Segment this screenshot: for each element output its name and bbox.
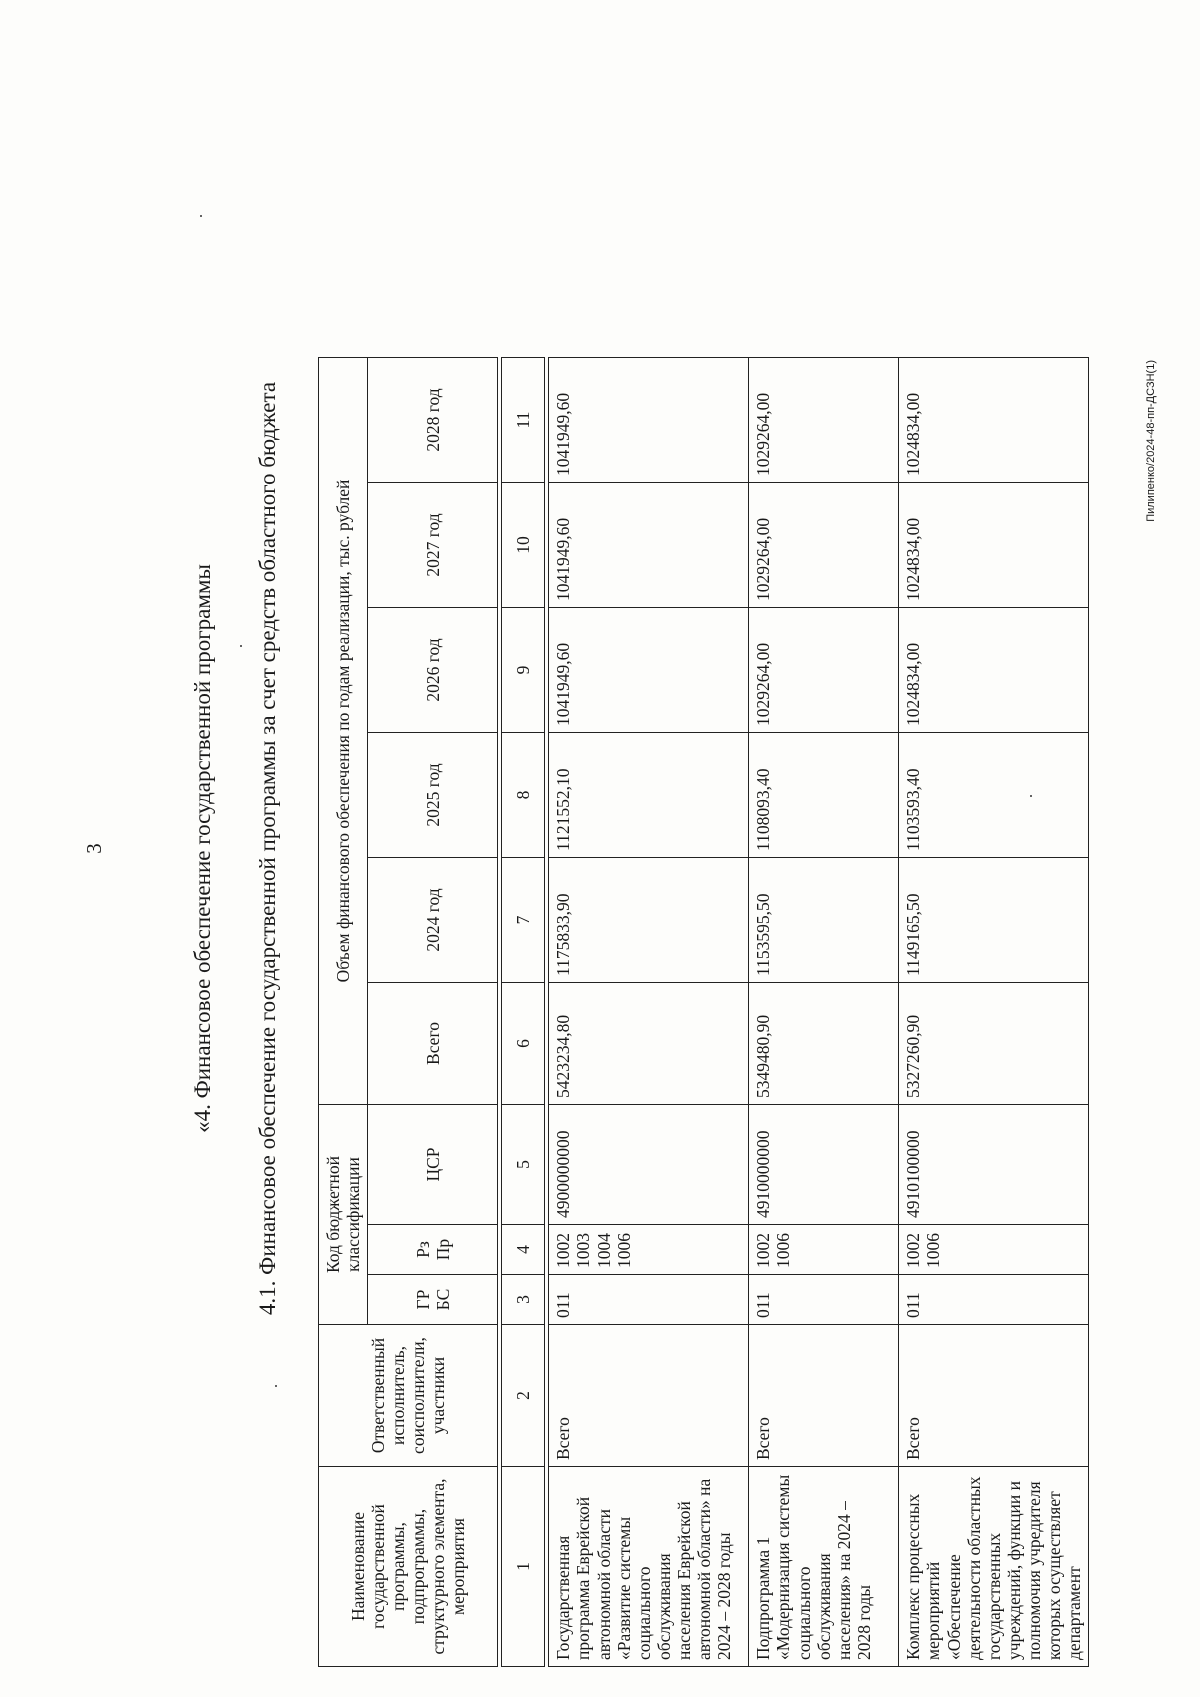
scan-speck (240, 645, 242, 647)
header-grbs: ГР БС (368, 1275, 498, 1325)
row-grbs: 011 (899, 1275, 1089, 1325)
col-number: 6 (502, 983, 545, 1105)
section-heading: «4. Финансовое обеспечение государственной программы (190, 564, 215, 1133)
header-csr: ЦСР (368, 1105, 498, 1225)
document-code: Пилипенко/2024-48-пп-ДСЗН(1) (1145, 360, 1157, 522)
row-csr: 4910100000 (899, 1105, 1089, 1225)
row-grbs: 011 (749, 1275, 899, 1325)
rzpr-code: 1006 (773, 1233, 794, 1268)
row-2028: 1029264,00 (749, 358, 899, 483)
row-2027: 1029264,00 (749, 483, 899, 608)
header-name: Наименование государственной программы, подпрограммы, структурного элемента, мероприятия (319, 1467, 498, 1667)
row-2024: 1149165,50 (899, 858, 1089, 983)
header-total: Всего (368, 983, 498, 1105)
row-csr: 4900000000 (549, 1105, 749, 1225)
row-2025: 1108093,40 (749, 733, 899, 858)
row-csr: 4910000000 (749, 1105, 899, 1225)
rzpr-code: 1002 (553, 1233, 574, 1268)
row-2026: 1024834,00 (899, 608, 1089, 733)
table-row (549, 358, 749, 1667)
col-number: 4 (502, 1225, 545, 1275)
row-2025: 1103593,40 (899, 733, 1089, 858)
row-name: Комплекс процессных мероприятий «Обеспечение деятельности областных государственных учреждений, функции и полномочия учредителя которых осуществляет департамент (899, 1467, 1089, 1667)
header-responsible: Ответственный исполнитель, соисполнители, участники (319, 1325, 498, 1467)
rzpr-code: 1002 (753, 1233, 774, 1268)
row-2027: 1024834,00 (899, 483, 1089, 608)
col-number: 7 (502, 858, 545, 983)
row-rzpr (549, 1225, 749, 1275)
col-number: 11 (502, 358, 545, 483)
row-2025: 1121552,10 (549, 733, 749, 858)
rzpr-code: 1006 (613, 1233, 634, 1268)
scan-speck (1030, 795, 1032, 797)
row-2026: 1041949,60 (549, 608, 749, 733)
row-2028: 1024834,00 (899, 358, 1089, 483)
header-2026: 2026 год (368, 608, 498, 733)
row-2024: 1175833,90 (549, 858, 749, 983)
row-total: 5423234,80 (549, 983, 749, 1105)
row-rzpr (899, 1225, 1089, 1275)
col-number: 10 (502, 483, 545, 608)
table-row (749, 358, 899, 1667)
row-grbs: 011 (549, 1275, 749, 1325)
row-rzpr (749, 1225, 899, 1275)
row-2026: 1029264,00 (749, 608, 899, 733)
rzpr-code: 1002 (903, 1233, 924, 1268)
col-number: 5 (502, 1105, 545, 1225)
row-total: 5327260,90 (899, 983, 1089, 1105)
header-row-1 (319, 358, 368, 1667)
header-2027: 2027 год (368, 483, 498, 608)
header-2028: 2028 год (368, 358, 498, 483)
scan-speck (200, 215, 202, 217)
header-2025: 2025 год (368, 733, 498, 858)
rzpr-code: 1004 (593, 1233, 614, 1268)
rzpr-code: 1003 (573, 1233, 594, 1268)
row-total: 5349480,90 (749, 983, 899, 1105)
row-name: Государственная программа Еврейской автономной области «Развитие системы социального обслуживания населения Еврейской автономной области» на 2024 – 2028 годы (549, 1467, 749, 1667)
header-volume-group: Объем финансового обеспечения по годам реализации, тыс. рублей (319, 358, 368, 1105)
col-number: 8 (502, 733, 545, 858)
financing-table (318, 357, 1089, 1667)
column-number-row (502, 358, 545, 1667)
row-responsible: Всего (549, 1325, 749, 1467)
rzpr-code: 1006 (923, 1233, 944, 1268)
row-name: Подпрограмма 1 «Модернизация системы социального обслуживания населения» на 2024 – 2028 годы (749, 1467, 899, 1667)
subsection-heading: 4.1. Финансовое обеспечение государственной программы за счет средств областного бюджета (255, 381, 280, 1316)
row-2024: 1153595,50 (749, 858, 899, 983)
col-number: 9 (502, 608, 545, 733)
header-rzpr: Рз Пр (368, 1225, 498, 1275)
scan-speck (275, 1385, 277, 1387)
table-row (899, 358, 1089, 1667)
col-number: 2 (502, 1325, 545, 1467)
page-number: 3 (82, 843, 106, 854)
row-responsible: Всего (749, 1325, 899, 1467)
row-2028: 1041949,60 (549, 358, 749, 483)
header-2024: 2024 год (368, 858, 498, 983)
col-number: 3 (502, 1275, 545, 1325)
row-2027: 1041949,60 (549, 483, 749, 608)
col-number: 1 (502, 1467, 545, 1667)
header-code-group: Код бюджетной классификации (319, 1105, 368, 1325)
row-responsible: Всего (899, 1325, 1089, 1467)
